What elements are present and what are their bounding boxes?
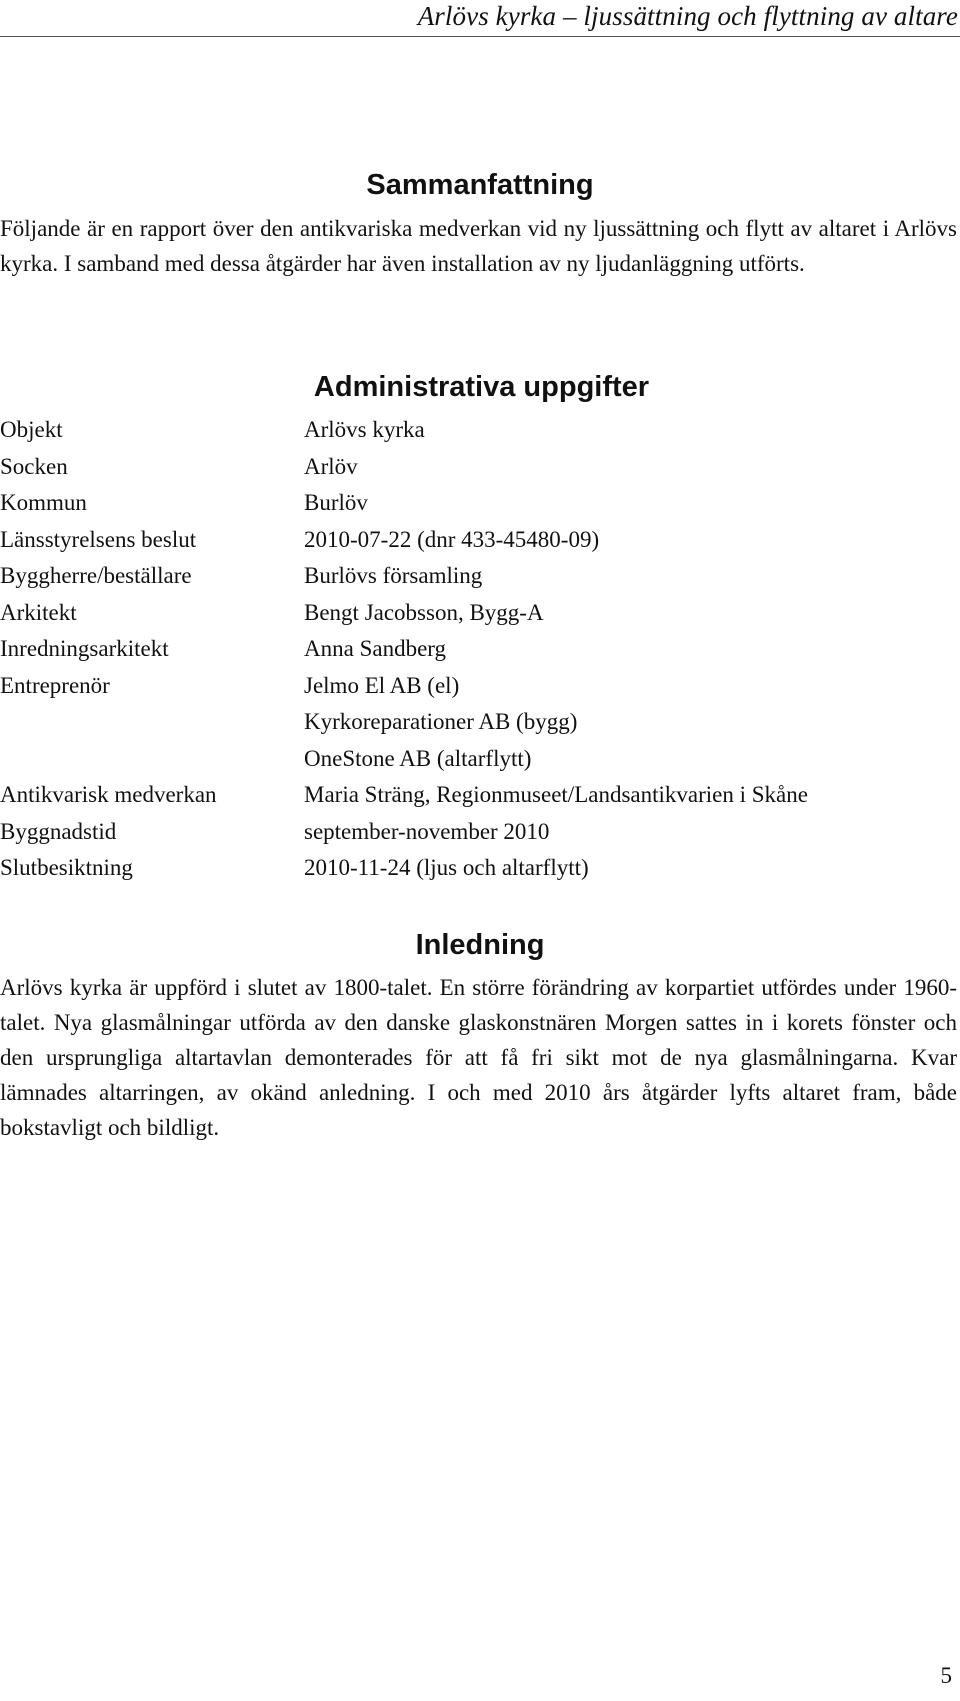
admin-row: [0, 558, 957, 595]
page-number: 5: [940, 1663, 952, 1688]
admin-values: [304, 631, 957, 668]
admin-label: Socken: [0, 453, 68, 479]
admin-values: [304, 485, 957, 522]
admin-values: [304, 814, 957, 851]
admin-values: [304, 595, 957, 632]
admin-table: [0, 412, 957, 887]
summary-heading: Sammanfattning: [366, 169, 594, 201]
running-header: [0, 0, 960, 37]
admin-value: Arlöv: [304, 453, 358, 479]
admin-label: Inredningsarkitekt: [0, 636, 169, 661]
admin-heading: Administrativa uppgifter: [313, 371, 650, 403]
admin-value: 2010-07-22 (dnr 433-45480-09): [304, 526, 600, 552]
admin-row: [0, 850, 957, 887]
admin-label: Arkitekt: [0, 599, 77, 625]
admin-row: [0, 522, 957, 559]
admin-label: Byggherre/beställare: [0, 563, 192, 588]
admin-value: 2010-11-24 (ljus och altarflytt): [304, 855, 589, 880]
admin-values: [304, 522, 957, 559]
admin-label: Objekt: [0, 417, 63, 442]
admin-value: Burlövs församling: [304, 563, 483, 588]
admin-label: Antikvarisk medverkan: [0, 782, 217, 807]
intro-heading: Inledning: [415, 929, 545, 961]
admin-values: [304, 449, 957, 486]
admin-row: [0, 814, 957, 851]
admin-value: Anna Sandberg: [304, 636, 447, 661]
admin-row: [0, 485, 957, 522]
admin-value: OneStone AB (altarflytt): [304, 745, 532, 771]
admin-value: Burlöv: [304, 490, 368, 515]
admin-row: [0, 777, 957, 814]
intro-paragraph: Arlövs kyrka är uppförd i slutet av 1800-talet. En större förändring av korpartiet utfördes under 1960-talet. Nya glasmålningar utförda av den danske glaskonstnären Morgen sattes in i korets fönster och den ursprungliga altartavlan demonterades för att få fri sikt mot de nya glasmålningarna. Kvar lämnades altarringen, av okänd anledning. I och med 2010 års åtgärder lyfts altaret fram, både bokstavligt och bildligt.: [0, 975, 957, 1140]
admin-value: Kyrkoreparationer AB (bygg): [304, 709, 578, 734]
admin-values: [304, 668, 957, 778]
admin-value: Arlövs kyrka: [304, 417, 425, 442]
running-header-title: Arlövs kyrka – ljussättning och flyttning av altare: [417, 1, 958, 31]
admin-values: [304, 558, 957, 595]
admin-row: [0, 449, 957, 486]
admin-values: [304, 777, 957, 814]
admin-label: Länsstyrelsens beslut: [0, 526, 197, 552]
admin-value: Jelmo El AB (el): [304, 672, 460, 698]
admin-values: [304, 412, 957, 449]
admin-label: Entreprenör: [0, 672, 110, 698]
admin-value: september-november 2010: [304, 818, 550, 844]
admin-row: [0, 412, 957, 449]
admin-label: Slutbesiktning: [0, 855, 133, 880]
admin-label: Kommun: [0, 490, 87, 515]
summary-paragraph: Följande är en rapport över den antikvariska medverkan vid ny ljussättning och flytt av altaret i Arlövs kyrka. I samband med dessa åtgärder har även installation av ny ljudanläggning utförts.: [0, 216, 957, 276]
admin-label: Byggnadstid: [0, 818, 117, 844]
admin-values: [304, 850, 957, 887]
admin-row: [0, 631, 957, 668]
admin-value: Maria Sträng, Regionmuseet/Landsantikvarien i Skåne: [304, 782, 808, 807]
admin-value: Bengt Jacobsson, Bygg-A: [304, 599, 544, 625]
admin-row: [0, 668, 957, 778]
admin-row: [0, 595, 957, 632]
